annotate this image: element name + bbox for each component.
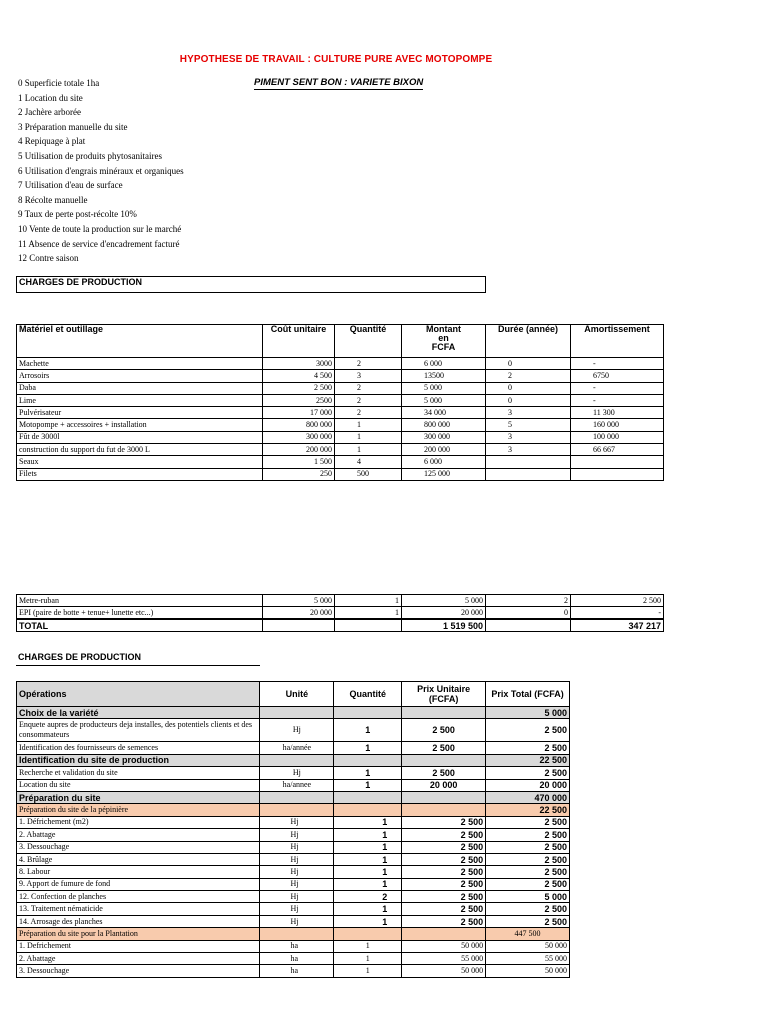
equipment-row bbox=[17, 607, 664, 620]
operation-label: Choix de la variété bbox=[17, 707, 260, 719]
equip-quantite: 2 bbox=[335, 394, 402, 406]
operation-quantity: 1 bbox=[334, 878, 402, 890]
operation-label: Préparation du site pour la Plantation bbox=[17, 928, 260, 940]
operation-quantity: 1 bbox=[334, 829, 402, 841]
operation-total-price: 2 500 bbox=[486, 742, 570, 754]
operation-quantity: 1 bbox=[334, 779, 402, 791]
col-header-unite: Unité bbox=[260, 682, 334, 707]
operation-quantity: 1 bbox=[334, 853, 402, 865]
equip-montant: 20 000 bbox=[402, 607, 486, 620]
operation-label: Recherche et validation du site bbox=[17, 767, 260, 779]
operation-unit: Hj bbox=[260, 767, 334, 779]
equipment-row bbox=[17, 407, 664, 419]
equipment-row bbox=[17, 444, 664, 456]
equip-montant: 200 000 bbox=[402, 444, 486, 456]
operation-row bbox=[17, 707, 570, 719]
operation-unit-price bbox=[402, 804, 486, 816]
equipment-table-continued bbox=[16, 594, 664, 632]
equip-duree bbox=[486, 468, 571, 480]
operation-unit-price: 2 500 bbox=[402, 853, 486, 865]
equip-duree bbox=[486, 456, 571, 468]
assumption-item: 8 Récolte manuelle bbox=[18, 194, 88, 205]
equip-duree: 0 bbox=[486, 358, 571, 370]
equip-cout: 20 000 bbox=[263, 607, 335, 620]
col-header-prix-unitaire: Prix Unitaire (FCFA) bbox=[402, 682, 486, 707]
col-header-materiel: Matériel et outillage bbox=[17, 325, 263, 358]
assumption-item: 10 Vente de toute la production sur le marché bbox=[18, 223, 182, 234]
operation-unit: ha/année bbox=[260, 742, 334, 754]
operation-unit: Hj bbox=[260, 866, 334, 878]
operation-quantity bbox=[334, 804, 402, 816]
operation-label: Préparation du site de la pépinière bbox=[17, 804, 260, 816]
assumption-item: 5 Utilisation de produits phytosanitaires bbox=[18, 150, 162, 161]
operation-unit bbox=[260, 707, 334, 719]
operation-quantity: 1 bbox=[334, 841, 402, 853]
equip-cout: 2 500 bbox=[263, 382, 335, 394]
operation-unit-price: 2 500 bbox=[402, 816, 486, 828]
operation-quantity bbox=[334, 928, 402, 940]
equip-amortissement: 6750 bbox=[571, 370, 664, 382]
operation-unit-price: 2 500 bbox=[402, 742, 486, 754]
equipment-header-row bbox=[17, 325, 664, 358]
section-heading-charges bbox=[16, 276, 486, 293]
operation-unit-price: 55 000 bbox=[402, 953, 486, 965]
equip-montant: 6 000 bbox=[402, 456, 486, 468]
equip-duree: 0 bbox=[486, 394, 571, 406]
assumption-item: 7 Utilisation d'eau de surface bbox=[18, 180, 123, 191]
equip-amortissement bbox=[571, 468, 664, 480]
equip-cout: 800 000 bbox=[263, 419, 335, 431]
col-header-quantite: Quantité bbox=[335, 325, 402, 358]
equip-duree: 5 bbox=[486, 419, 571, 431]
equip-materiel: Lime bbox=[17, 394, 263, 406]
operation-quantity: 2 bbox=[334, 891, 402, 903]
operation-quantity: 1 bbox=[334, 866, 402, 878]
operation-quantity: 1 bbox=[334, 816, 402, 828]
operation-total-price: 2 500 bbox=[486, 903, 570, 915]
operation-total-price: 2 500 bbox=[486, 841, 570, 853]
operation-quantity: 1 bbox=[334, 940, 402, 952]
operation-unit bbox=[260, 754, 334, 766]
col-header-montant bbox=[402, 325, 486, 358]
equip-quantite: 4 bbox=[335, 456, 402, 468]
operation-row bbox=[17, 791, 570, 803]
montant-header-line: Montant bbox=[426, 324, 461, 334]
equipment-row bbox=[17, 431, 664, 443]
operation-unit: Hj bbox=[260, 878, 334, 890]
operation-unit: Hj bbox=[260, 903, 334, 915]
equip-montant: 13500 bbox=[402, 370, 486, 382]
equip-montant: 6 000 bbox=[402, 358, 486, 370]
operation-row bbox=[17, 742, 570, 754]
equip-quantite: 2 bbox=[335, 407, 402, 419]
operation-unit-price bbox=[402, 754, 486, 766]
equip-duree: 0 bbox=[486, 607, 571, 620]
operation-row bbox=[17, 779, 570, 791]
operation-unit bbox=[260, 804, 334, 816]
operation-row bbox=[17, 767, 570, 779]
operation-label: 13. Traitement nématicide bbox=[17, 903, 260, 915]
operation-unit: ha bbox=[260, 953, 334, 965]
assumption-item: 9 Taux de perte post-récolte 10% bbox=[18, 209, 137, 220]
equip-amortissement: - bbox=[571, 607, 664, 620]
operation-total-price: 50 000 bbox=[486, 965, 570, 977]
operation-unit-price bbox=[402, 707, 486, 719]
operation-row bbox=[17, 940, 570, 952]
montant-header-line: en bbox=[438, 333, 449, 343]
operation-row bbox=[17, 853, 570, 865]
equip-montant: 34 000 bbox=[402, 407, 486, 419]
operation-row bbox=[17, 829, 570, 841]
section-heading-charges-2 bbox=[16, 651, 260, 666]
total-row bbox=[17, 619, 664, 632]
equip-montant: 125 000 bbox=[402, 468, 486, 480]
operation-unit-price: 2 500 bbox=[402, 878, 486, 890]
equipment-table bbox=[16, 324, 664, 481]
equip-cout: 1 500 bbox=[263, 456, 335, 468]
operations-header-row bbox=[17, 682, 570, 707]
operation-total-price: 22 500 bbox=[486, 804, 570, 816]
equip-quantite: 3 bbox=[335, 370, 402, 382]
equip-cout: 4 500 bbox=[263, 370, 335, 382]
operation-total-price: 2 500 bbox=[486, 853, 570, 865]
assumption-item: 4 Repiquage à plat bbox=[18, 136, 86, 147]
equip-cout: 5 000 bbox=[263, 595, 335, 607]
operation-quantity: 1 bbox=[334, 742, 402, 754]
equip-quantite: 2 bbox=[335, 358, 402, 370]
equip-cout: 200 000 bbox=[263, 444, 335, 456]
operation-quantity bbox=[334, 791, 402, 803]
operation-label: 3. Dessouchage bbox=[17, 841, 260, 853]
operation-total-price: 5 000 bbox=[486, 707, 570, 719]
equipment-row bbox=[17, 358, 664, 370]
operation-total-price: 22 500 bbox=[486, 754, 570, 766]
operation-total-price: 55 000 bbox=[486, 953, 570, 965]
equip-duree: 3 bbox=[486, 431, 571, 443]
equipment-row bbox=[17, 419, 664, 431]
section-heading-label-2: CHARGES DE PRODUCTION bbox=[18, 652, 142, 662]
operation-unit-price bbox=[402, 928, 486, 940]
equip-amortissement: 2 500 bbox=[571, 595, 664, 607]
operation-unit-price: 2 500 bbox=[402, 903, 486, 915]
operation-unit-price: 2 500 bbox=[402, 866, 486, 878]
equip-amortissement: 66 667 bbox=[571, 444, 664, 456]
equip-materiel: Pulvérisateur bbox=[17, 407, 263, 419]
equipment-row bbox=[17, 595, 664, 607]
operation-row bbox=[17, 878, 570, 890]
operation-quantity: 1 bbox=[334, 903, 402, 915]
operation-total-price: 2 500 bbox=[486, 719, 570, 742]
total-amortissement: 347 217 bbox=[571, 619, 664, 632]
assumptions-list bbox=[18, 76, 184, 266]
operation-unit-price: 2 500 bbox=[402, 719, 486, 742]
equipment-row bbox=[17, 394, 664, 406]
assumption-item: 12 Contre saison bbox=[18, 253, 79, 264]
operation-unit: Hj bbox=[260, 816, 334, 828]
operation-unit: ha bbox=[260, 965, 334, 977]
equip-materiel: construction du support du fut de 3000 L bbox=[17, 444, 263, 456]
equip-duree: 2 bbox=[486, 370, 571, 382]
equip-cout: 300 000 bbox=[263, 431, 335, 443]
equip-amortissement: 160 000 bbox=[571, 419, 664, 431]
operation-row bbox=[17, 841, 570, 853]
equip-materiel: EPI (paire de botte + tenue+ lunette etc...) bbox=[17, 607, 263, 620]
operation-quantity: 1 bbox=[334, 965, 402, 977]
equipment-row bbox=[17, 456, 664, 468]
equip-montant: 5 000 bbox=[402, 382, 486, 394]
assumption-item: 11 Absence de service d'encadrement facturé bbox=[18, 238, 180, 249]
operation-label: 3. Dessouchage bbox=[17, 965, 260, 977]
operation-label: 12. Confection de planches bbox=[17, 891, 260, 903]
equip-cout: 17 000 bbox=[263, 407, 335, 419]
operation-total-price: 2 500 bbox=[486, 878, 570, 890]
col-header-cout: Coût unitaire bbox=[263, 325, 335, 358]
operation-row bbox=[17, 928, 570, 940]
operation-row bbox=[17, 965, 570, 977]
col-header-quantite-ops: Quantité bbox=[334, 682, 402, 707]
operation-total-price: 447 500 bbox=[486, 928, 570, 940]
operation-unit: Hj bbox=[260, 719, 334, 742]
equip-quantite: 1 bbox=[335, 595, 402, 607]
operation-quantity: 1 bbox=[334, 719, 402, 742]
operation-unit bbox=[260, 928, 334, 940]
equip-amortissement: - bbox=[571, 394, 664, 406]
operation-label: 9. Apport de fumure de fond bbox=[17, 878, 260, 890]
col-header-operations: Opérations bbox=[17, 682, 260, 707]
equip-quantite: 500 bbox=[335, 468, 402, 480]
operation-row bbox=[17, 816, 570, 828]
equip-amortissement: 11 300 bbox=[571, 407, 664, 419]
operation-unit: ha/annee bbox=[260, 779, 334, 791]
operation-quantity bbox=[334, 754, 402, 766]
operation-row bbox=[17, 915, 570, 927]
operation-label: Identification des fournisseurs de semences bbox=[17, 742, 260, 754]
equip-duree: 2 bbox=[486, 595, 571, 607]
equip-amortissement: 100 000 bbox=[571, 431, 664, 443]
assumption-item: 6 Utilisation d'engrais minéraux et organiques bbox=[18, 165, 184, 176]
operation-total-price: 2 500 bbox=[486, 829, 570, 841]
equip-materiel: Motopompe + accessoires + installation bbox=[17, 419, 263, 431]
col-header-prix-total: Prix Total (FCFA) bbox=[486, 682, 570, 707]
operation-total-price: 5 000 bbox=[486, 891, 570, 903]
equip-materiel: Arrosoirs bbox=[17, 370, 263, 382]
operation-row bbox=[17, 754, 570, 766]
equip-montant: 800 000 bbox=[402, 419, 486, 431]
equip-montant: 300 000 bbox=[402, 431, 486, 443]
equip-montant: 5 000 bbox=[402, 394, 486, 406]
operation-label: 14. Arrosage des planches bbox=[17, 915, 260, 927]
operation-unit: Hj bbox=[260, 915, 334, 927]
equipment-row bbox=[17, 382, 664, 394]
total-montant: 1 519 500 bbox=[402, 619, 486, 632]
operation-row bbox=[17, 891, 570, 903]
equip-quantite: 1 bbox=[335, 607, 402, 620]
equip-duree: 0 bbox=[486, 382, 571, 394]
equip-materiel: Fût de 3000l bbox=[17, 431, 263, 443]
operation-unit-price: 2 500 bbox=[402, 829, 486, 841]
col-header-duree: Durée (année) bbox=[486, 325, 571, 358]
equip-materiel: Daba bbox=[17, 382, 263, 394]
operation-label: 8. Labour bbox=[17, 866, 260, 878]
equip-montant: 5 000 bbox=[402, 595, 486, 607]
operation-quantity bbox=[334, 707, 402, 719]
equip-amortissement: - bbox=[571, 358, 664, 370]
operation-quantity: 1 bbox=[334, 767, 402, 779]
operation-label: 4. Brûlage bbox=[17, 853, 260, 865]
operation-row bbox=[17, 719, 570, 742]
operation-unit-price: 2 500 bbox=[402, 841, 486, 853]
montant-header-line: FCFA bbox=[431, 342, 456, 352]
operation-quantity: 1 bbox=[334, 915, 402, 927]
col-header-amortissement: Amortissement bbox=[571, 325, 664, 358]
operation-total-price: 2 500 bbox=[486, 915, 570, 927]
equip-amortissement: - bbox=[571, 382, 664, 394]
operations-table bbox=[16, 681, 570, 978]
equip-quantite: 1 bbox=[335, 444, 402, 456]
operation-unit-price bbox=[402, 791, 486, 803]
operation-total-price: 2 500 bbox=[486, 816, 570, 828]
operation-unit: Hj bbox=[260, 841, 334, 853]
operation-row bbox=[17, 804, 570, 816]
document-title: HYPOTHESE DE TRAVAIL : CULTURE PURE AVEC MOTOPOMPE bbox=[179, 54, 493, 65]
operation-unit bbox=[260, 791, 334, 803]
equip-quantite: 1 bbox=[335, 431, 402, 443]
equip-duree: 3 bbox=[486, 444, 571, 456]
equipment-row bbox=[17, 468, 664, 480]
operation-total-price: 2 500 bbox=[486, 866, 570, 878]
operation-row bbox=[17, 866, 570, 878]
operation-label: 1. Défrichement (m2) bbox=[17, 816, 260, 828]
operation-label: 1. Defrichement bbox=[17, 940, 260, 952]
equip-amortissement bbox=[571, 456, 664, 468]
equip-materiel: Machette bbox=[17, 358, 263, 370]
equip-quantite: 2 bbox=[335, 382, 402, 394]
operation-unit-price: 20 000 bbox=[402, 779, 486, 791]
operation-unit-price: 2 500 bbox=[402, 767, 486, 779]
operation-unit: Hj bbox=[260, 891, 334, 903]
equip-cout: 3000 bbox=[263, 358, 335, 370]
montant-header-text bbox=[404, 325, 483, 352]
operation-row bbox=[17, 903, 570, 915]
operation-total-price: 470 000 bbox=[486, 791, 570, 803]
equipment-row bbox=[17, 370, 664, 382]
equip-duree: 3 bbox=[486, 407, 571, 419]
operation-unit: ha bbox=[260, 940, 334, 952]
section-heading-label: CHARGES DE PRODUCTION bbox=[19, 277, 143, 287]
equip-materiel: Seaux bbox=[17, 456, 263, 468]
operation-label: 2. Abattage bbox=[17, 829, 260, 841]
operation-unit-price: 50 000 bbox=[402, 965, 486, 977]
operation-unit: Hj bbox=[260, 829, 334, 841]
total-label: TOTAL bbox=[17, 619, 263, 632]
operation-label: 2. Abattage bbox=[17, 953, 260, 965]
operation-label: Enquete aupres de producteurs deja installes, des potentiels clients et des consommateurs bbox=[17, 719, 260, 742]
operation-total-price: 20 000 bbox=[486, 779, 570, 791]
equip-materiel: Metre-ruban bbox=[17, 595, 263, 607]
operation-row bbox=[17, 953, 570, 965]
assumption-item: 2 Jachère arborée bbox=[18, 107, 81, 118]
operation-quantity: 1 bbox=[334, 953, 402, 965]
equip-materiel: Filets bbox=[17, 468, 263, 480]
operation-label: Identification du site de production bbox=[17, 754, 260, 766]
operation-unit-price: 2 500 bbox=[402, 915, 486, 927]
operation-unit: Hj bbox=[260, 853, 334, 865]
operation-unit-price: 2 500 bbox=[402, 891, 486, 903]
equip-quantite: 1 bbox=[335, 419, 402, 431]
operation-label: Location du site bbox=[17, 779, 260, 791]
equip-cout: 250 bbox=[263, 468, 335, 480]
operation-total-price: 2 500 bbox=[486, 767, 570, 779]
equip-cout: 2500 bbox=[263, 394, 335, 406]
operation-label: Préparation du site bbox=[17, 791, 260, 803]
assumption-item: 3 Préparation manuelle du site bbox=[18, 121, 128, 132]
operation-total-price: 50 000 bbox=[486, 940, 570, 952]
assumption-item: 1 Location du site bbox=[18, 92, 83, 103]
operation-unit-price: 50 000 bbox=[402, 940, 486, 952]
assumption-item: 0 Superficie totale 1ha bbox=[18, 78, 100, 88]
document-subtitle: PIMENT SENT BON : VARIETE BIXON bbox=[254, 77, 424, 88]
